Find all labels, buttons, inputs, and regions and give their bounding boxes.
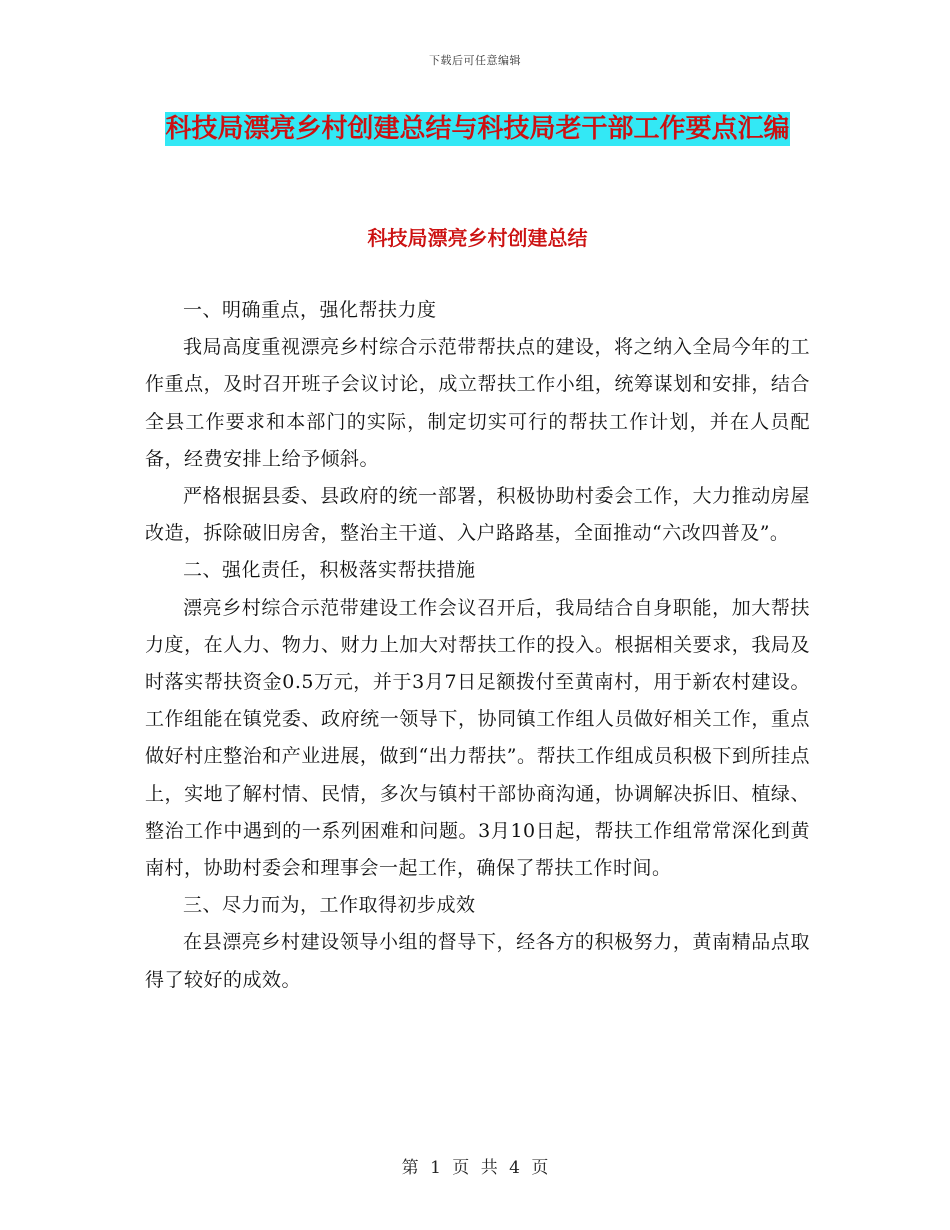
- section-heading-1: 一、明确重点，强化帮扶力度: [183, 299, 437, 321]
- section-heading-2: 二、强化责任，积极落实帮扶措施: [183, 559, 476, 582]
- section-title: 科技局漂亮乡村创建总结: [367, 226, 588, 250]
- paragraph: 在县漂亮乡村建设领导小组的督导下，经各方的积极努力，黄南精品点取得了较好的成效。: [145, 931, 810, 991]
- page-footer: 第 1 页 共 4 页: [401, 1158, 549, 1178]
- paragraph: 严格根据县委、县政府的统一部署，积极协助村委会工作，大力推动房屋改造，拆除破旧房舍，整治主干道、入户路路基，全面推动“六改四普及”。: [145, 485, 810, 545]
- document-body: [145, 292, 810, 999]
- page-header: 下载后可任意编辑: [429, 54, 521, 67]
- paragraph: 我局高度重视漂亮乡村综合示范带帮扶点的建设，将之纳入全局今年的工作重点，及时召开班子会议讨论，成立帮扶工作小组，统筹谋划和安排，结合全县工作要求和本部门的实际，制定切实可行的帮扶工作计划，并在人员配备，经费安排上给予倾斜。: [145, 336, 810, 470]
- document-title-text: 科技局漂亮乡村创建总结与科技局老干部工作要点汇编: [165, 114, 790, 144]
- section-heading-3: 三、尽力而为，工作取得初步成效: [183, 894, 476, 917]
- document-title: [145, 106, 810, 152]
- paragraph: 漂亮乡村综合示范带建设工作会议召开后，我局结合自身职能，加大帮扶力度，在人力、物力、财力上加大对帮扶工作的投入。根据相关要求，我局及时落实帮扶资金0.5万元，并于3月7日足额拨付至黄南村，用于新农村建设。工作组能在镇党委、政府统一领导下，协同镇工作组人员做好相关工作，重点做好村庄整治和产业进展，做到“出力帮扶”。帮扶工作组成员积极下到所挂点上，实地了解村情、民情，多次与镇村干部协商沟通，协调解决拆旧、植绿、整治工作中遇到的一系列困难和问题。3月10日起，帮扶工作组常常深化到黄南村，协助村委会和理事会一起工作，确保了帮扶工作时间。: [145, 596, 810, 880]
